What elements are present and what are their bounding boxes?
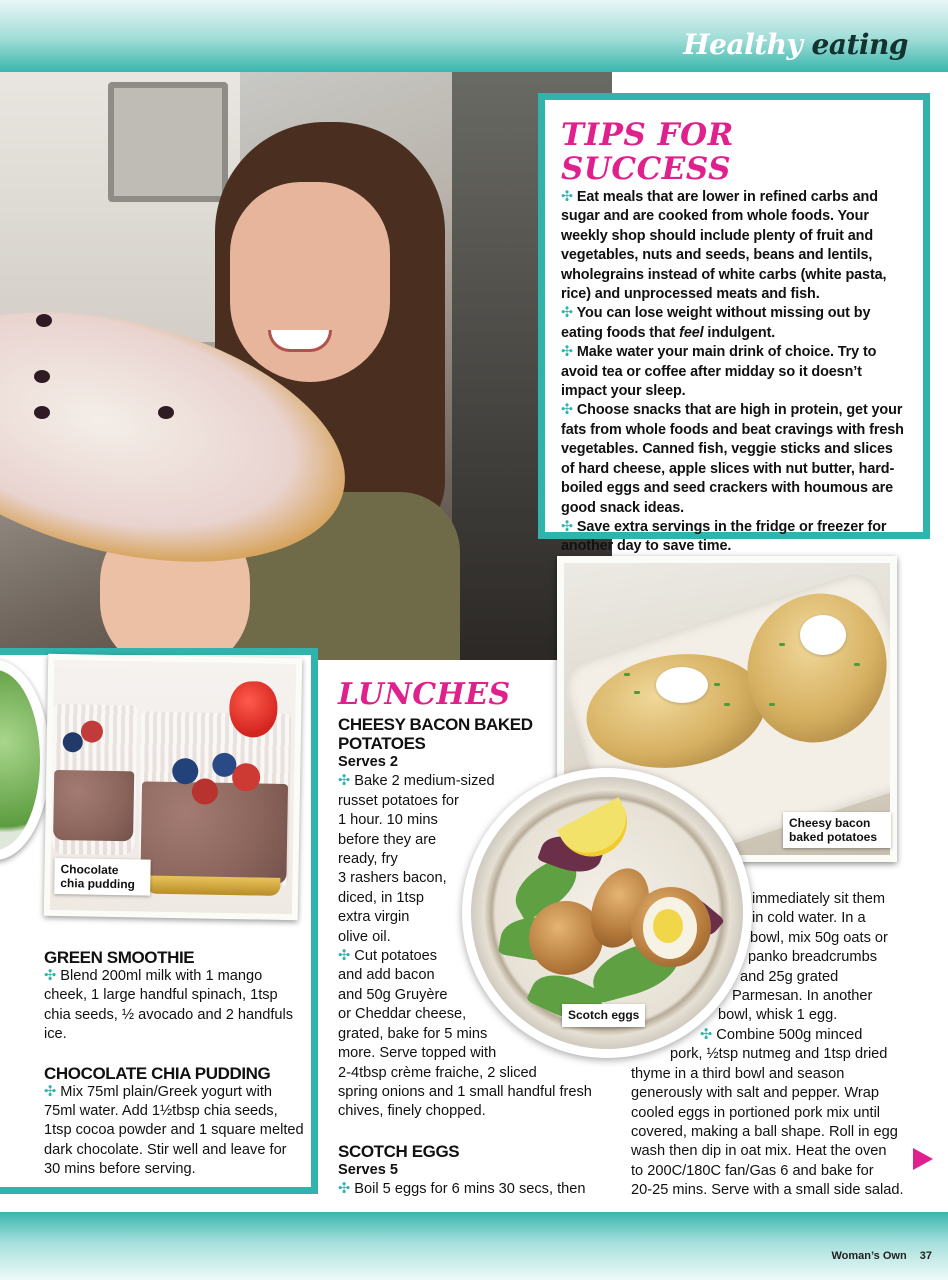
recipe-title-scotch: SCOTCH EGGS bbox=[338, 1142, 460, 1161]
potato-text-line: chives, finely chopped. bbox=[338, 1103, 486, 1120]
potato-text-line: more. Serve topped with bbox=[338, 1045, 497, 1062]
scotch-text-line: ✣ Combine 500g minced bbox=[700, 1027, 863, 1043]
bullet-icon: ✣ bbox=[338, 1181, 351, 1198]
bullet-icon: ✣ bbox=[561, 402, 573, 419]
bullet-icon: ✣ bbox=[700, 1027, 713, 1043]
page-footer bbox=[822, 1250, 933, 1262]
potato-text-line: and add bacon bbox=[338, 967, 435, 984]
scotch-text-line: generously with salt and pepper. Wrap bbox=[631, 1085, 879, 1102]
potato-text-line: 1 hour. 10 mins bbox=[338, 812, 438, 829]
potato-text-line: extra virgin bbox=[338, 909, 410, 926]
tip-item: ✣ Choose snacks that are high in protein, get your fats from whole foods and beat cravings with fresh vegetables. Canned fish, veggie sticks and slices of hard cheese, apple slices with nut butter, hard-boiled eggs and seed crackers with houmous are good snack ideas. bbox=[561, 402, 904, 516]
caption-chia: Chocolate chia pudding bbox=[54, 858, 151, 896]
lunches-heading: LUNCHES bbox=[338, 677, 511, 712]
potato-text-line: spring onions and 1 small handful fresh bbox=[338, 1083, 592, 1100]
scotch-text-line: panko breadcrumbs bbox=[748, 949, 877, 966]
scotch-text-line: cooled eggs in portioned pork mix until bbox=[631, 1104, 881, 1121]
potato-text-line: or Cheddar cheese, bbox=[338, 1006, 467, 1023]
recipe-text-chia: ✣ Mix 75ml plain/Greek yogurt with 75ml water. Add 1½tbsp chia seeds, 1tsp cocoa powder and 1 square melted dark chocolate. Stir well and leave for 30 mins before serving. bbox=[44, 1083, 304, 1178]
potato-text-line: and 50g Gruyère bbox=[338, 986, 448, 1003]
photo-scotch-eggs bbox=[462, 768, 752, 1058]
recipe-title-smoothie: GREEN SMOOTHIE bbox=[44, 948, 195, 967]
recipe-title-potatoes: CHEESY BACON BAKED POTATOES bbox=[338, 715, 533, 753]
scotch-text-line: wash then dip in oat mix. Heat the oven bbox=[631, 1143, 887, 1160]
scotch-text-line: Parmesan. In another bbox=[732, 988, 873, 1004]
scotch-first-line: ✣ Boil 5 eggs for 6 mins 30 secs, then bbox=[338, 1181, 586, 1198]
scotch-recipe-start bbox=[338, 1142, 628, 1200]
bullet-icon: ✣ bbox=[44, 1083, 57, 1100]
tip-item: ✣ Save extra servings in the fridge or freezer for another day to save time. bbox=[561, 518, 887, 555]
potato-text-line: grated, bake for 5 mins bbox=[338, 1025, 488, 1042]
scotch-text-line: and 25g grated bbox=[740, 968, 839, 985]
bullet-icon: ✣ bbox=[561, 344, 573, 361]
bullet-icon: ✣ bbox=[561, 305, 573, 322]
left-recipes bbox=[44, 948, 304, 1180]
caption-potatoes: Cheesy bacon baked potatoes bbox=[783, 812, 891, 848]
footer-bar bbox=[0, 1212, 948, 1280]
magazine-name: Woman’s Own bbox=[831, 1250, 907, 1262]
potato-text-line: 3 rashers bacon, bbox=[338, 870, 447, 887]
scotch-text-line: 20-25 mins. Serve with a small side salad. bbox=[631, 1182, 904, 1199]
caption-scotch: Scotch eggs bbox=[562, 1004, 645, 1027]
bullet-icon: ✣ bbox=[338, 948, 351, 965]
page-number: 37 bbox=[919, 1250, 932, 1262]
scotch-text-line: to 200C/180C fan/Gas 6 and bake for bbox=[631, 1162, 874, 1179]
potato-text-line: olive oil. bbox=[338, 928, 391, 945]
next-page-arrow-icon bbox=[913, 1148, 933, 1170]
recipe-text-smoothie: ✣ Blend 200ml milk with 1 mango cheek, 1 large handful spinach, 1tsp chia seeds, ½ avocado and 2 handfuls ice. bbox=[44, 968, 294, 1043]
potato-text-line: ✣ Bake 2 medium-sized bbox=[338, 773, 495, 790]
hero-photo-woman-pizza bbox=[0, 72, 612, 660]
scotch-text-line: in cold water. In a bbox=[752, 910, 866, 927]
scotch-text-line: pork, ½tsp nutmeg and 1tsp dried bbox=[670, 1046, 888, 1063]
potato-text-line: ✣ Cut potatoes bbox=[338, 948, 438, 965]
scotch-text-line: immediately sit them bbox=[752, 891, 886, 907]
scotch-text-line: thyme in a third bowl and season bbox=[631, 1065, 845, 1082]
photo-chia-pudding bbox=[44, 654, 303, 920]
potato-text-line: russet potatoes for bbox=[338, 792, 459, 809]
tip-item: ✣ Eat meals that are lower in refined carbs and sugar and are cooked from whole foods. Your weekly shop should include plenty of fruit and vegetables, nuts and seeds, beans and lentils, wholegrains instead of white carbs (white pasta, rice) and unprocessed meats and fish. bbox=[561, 189, 887, 303]
serves-potatoes: Serves 2 bbox=[338, 754, 399, 770]
bullet-icon: ✣ bbox=[338, 773, 351, 790]
potato-text-line: 2-4tbsp crème fraiche, 2 sliced bbox=[338, 1064, 537, 1081]
serves-scotch: Serves 5 bbox=[338, 1162, 399, 1178]
potato-text-line: before they are bbox=[338, 831, 437, 848]
potato-text-line: diced, in 1tsp bbox=[338, 889, 424, 906]
section-title-word2: eating bbox=[811, 28, 908, 61]
tip-item: ✣ You can lose weight without missing out by eating foods that feel indulgent. bbox=[561, 305, 871, 341]
scotch-text-line: covered, making a ball shape. Roll in egg bbox=[631, 1124, 898, 1140]
bullet-icon: ✣ bbox=[44, 968, 57, 984]
scotch-text-line: bowl, whisk 1 egg. bbox=[718, 1007, 838, 1024]
recipe-title-chia: CHOCOLATE CHIA PUDDING bbox=[44, 1063, 271, 1083]
bullet-icon: ✣ bbox=[561, 189, 573, 205]
tips-heading: TIPS FOR SUCCESS bbox=[561, 117, 734, 187]
tip-item: ✣ Make water your main drink of choice. Try to avoid tea or coffee after midday so it doesn’t impact your sleep. bbox=[561, 344, 877, 400]
section-title-word1: Healthy bbox=[683, 28, 803, 61]
tips-box bbox=[538, 93, 930, 555]
potato-text-line: ready, fry bbox=[338, 851, 398, 868]
scotch-text-line: bowl, mix 50g oats or bbox=[750, 929, 888, 946]
section-title bbox=[683, 28, 908, 61]
bullet-icon: ✣ bbox=[561, 518, 573, 535]
